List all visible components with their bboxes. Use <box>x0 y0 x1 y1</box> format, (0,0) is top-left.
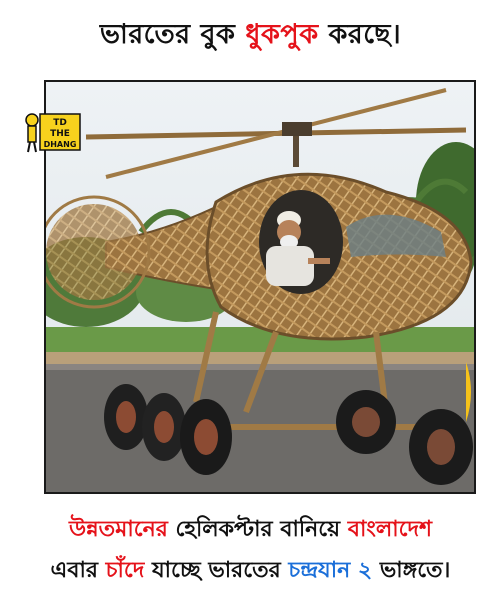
caption2-black3: ভাঙ্গতে। <box>372 558 451 583</box>
headline-part1: ভারতের বুক <box>99 19 246 50</box>
caption-line1 <box>0 512 501 549</box>
headline <box>0 14 501 59</box>
caption2-black1: এবার <box>50 558 106 583</box>
logo-line2: THE <box>50 129 70 139</box>
td-the-dhang-logo <box>22 112 82 154</box>
caption-line2 <box>0 553 501 590</box>
bamboo-helicopter-photo <box>44 80 476 494</box>
caption1-red2: বাংলাদেশ <box>347 517 433 542</box>
logo-line1: TD <box>53 118 67 128</box>
caption1-red1: উন্নতমানের <box>68 517 168 542</box>
bamboo-helicopter-illustration <box>43 82 474 492</box>
headline-highlight: ধুকপুক <box>245 19 319 50</box>
caption2-blue1: চন্দ্রযান ২ <box>288 558 373 583</box>
caption1-black1: হেলিকপ্টার বানিয়ে <box>167 517 348 542</box>
logo-line3: DHANG <box>43 140 77 149</box>
headline-part2: করছে। <box>318 19 402 50</box>
caption2-black2: যাচ্ছে ভারতের <box>144 558 289 583</box>
caption2-red1: চাঁদে <box>105 558 145 583</box>
